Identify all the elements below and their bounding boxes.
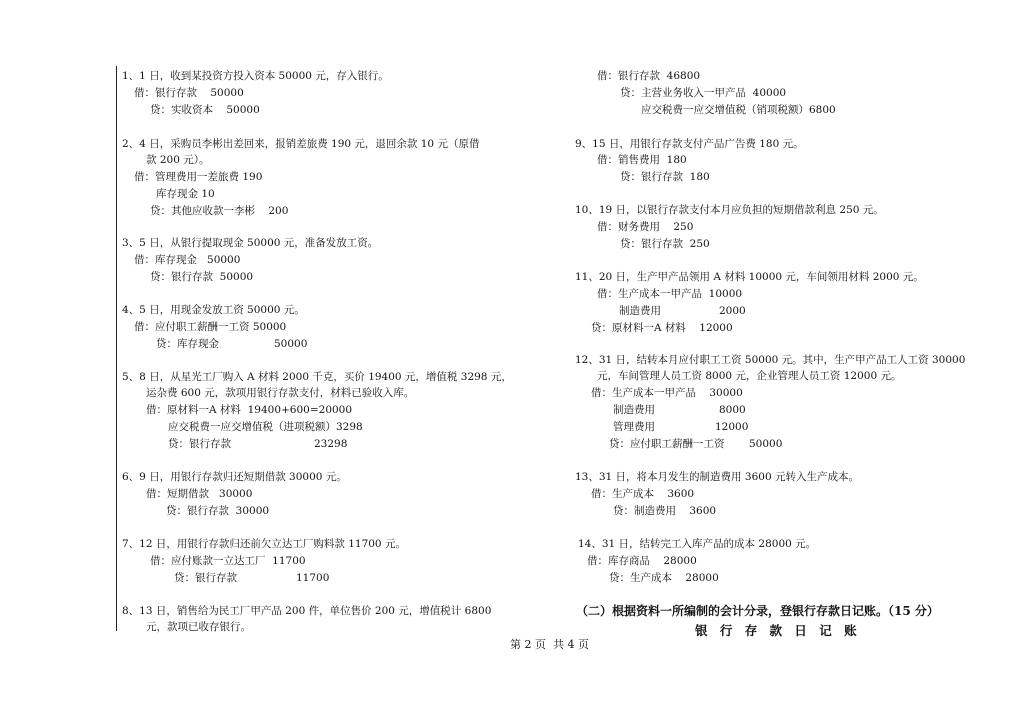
section-title: （二）根据资料一所编制的会计分录，登银行存款日记账。（15 分） [576,604,939,618]
entry-2-text-cont: 款 200 元）。 [146,154,210,166]
page-number: 第 2 页 共 4 页 [510,638,589,651]
entry-14-text: 14、31 日，结转完工入库产品的成本 28000 元。 [578,538,817,550]
entry-6-debit: 借：短期借款 30000 [146,488,253,500]
entry-10-credit: 贷：银行存款 250 [620,238,710,250]
entry-11-debit-2-amount: 2000 [719,305,746,317]
entry-12-text-cont: 元，车间管理人员工资 8000 元，企业管理人员工资 12000 元。 [597,370,902,382]
entry-5-text: 5、8 日，从星光工厂购入 A 材料 2000 千克，买价 19400 元，增值税 3298 元， [122,371,512,383]
entry-7-text: 7、12 日，用银行存款归还前欠立达工厂购料款 11700 元。 [122,538,406,550]
entry-4-credit: 贷：库存现金 [156,338,219,350]
entry-10-debit: 借：财务费用 250 [597,221,694,233]
entry-4-text: 4、5 日，用现金发放工资 50000 元。 [122,304,305,316]
entry-3-text: 3、5 日，从银行提取现金 50000 元，准备发放工资。 [122,237,379,249]
entry-11-debit-2: 制造费用 [619,305,661,317]
entry-2-text: 2、4 日，采购员李彬出差回来，报销差旅费 190 元，退回余款 10 元（原借 [122,138,480,150]
entry-6-text: 6、9 日，用银行存款归还短期借款 30000 元。 [122,471,347,483]
entry-8-text: 8、13 日，销售给为民工厂甲产品 200 件，单位售价 200 元，增值税计 6800 [122,605,492,617]
entry-8-debit: 借：银行存款 46800 [597,70,701,82]
entry-13-credit: 贷：制造费用 3600 [613,505,717,517]
entry-12-debit: 借：生产成本一甲产品 30000 [591,387,743,399]
entry-11-debit: 借：生产成本一甲产品 10000 [597,288,743,300]
entry-7-credit: 贷：银行存款 [174,572,237,584]
entry-10-text: 10、19 日，以银行存款支付本月应负担的短期借款利息 250 元。 [575,204,884,216]
entry-11-credit: 贷：原材料一A 材料 12000 [591,322,733,334]
entry-5-debit: 借：原材料一A 材料 19400+600=20000 [146,404,353,416]
entry-14-credit: 贷：生产成本 28000 [609,572,719,584]
entry-12-debit-3-amount: 12000 [715,421,749,433]
entry-12-credit: 贷：应付职工薪酬一工资 [609,438,725,450]
entry-12-debit-2: 制造费用 [613,404,655,416]
entry-9-debit: 借：销售费用 180 [597,154,687,166]
entry-14-debit: 借：库存商品 28000 [587,555,697,567]
entry-7-credit-amount: 11700 [296,572,330,584]
entry-11-text: 11、20 日，生产甲产品领用 A 材料 10000 元，车间领用材料 2000 元。 [575,271,924,283]
entry-9-text: 9、15 日，用银行存款支付产品广告费 180 元。 [575,138,804,150]
entry-5-credit: 贷：银行存款 [168,438,231,450]
entry-5-debit-2: 应交税费一应交增值税（进项税额）3298 [168,421,363,433]
entry-9-credit: 贷：银行存款 180 [620,171,710,183]
entry-13-text: 13、31 日，将本月发生的制造费用 3600 元转入生产成本。 [575,471,859,483]
margin-rule [116,66,117,631]
entry-8-credit: 贷：主营业务收入一甲产品 40000 [620,87,787,99]
entry-2-debit: 借：管理费用一差旅费 190 [134,171,263,183]
entry-12-debit-3: 管理费用 [613,421,655,433]
entry-5-credit-amount: 23298 [314,438,348,450]
entry-2-debit-2: 库存现金 10 [156,188,215,200]
entry-8-text-cont: 元，款项已收存银行。 [146,621,251,633]
entry-4-credit-amount: 50000 [274,338,308,350]
entry-7-debit: 借：应付账款一立达工厂 11700 [150,555,306,567]
entry-6-credit: 贷：银行存款 30000 [166,505,270,517]
entry-1-text: 1、1 日，收到某投资方投入资本 50000 元，存入银行。 [122,70,389,82]
entry-2-credit: 贷：其他应收款一李彬 200 [150,205,289,217]
entry-5-text-cont: 运杂费 600 元，款项用银行存款支付，材料已验收入库。 [146,387,415,399]
entry-8-credit-2: 应交税费一应交增值税（销项税额）6800 [641,104,836,116]
ledger-title: 银 行 存 款 日 记 账 [695,623,861,638]
entry-13-debit: 借：生产成本 3600 [591,488,695,500]
entry-4-debit: 借：应付职工薪酬一工资 50000 [134,321,287,333]
entry-3-credit: 贷：银行存款 50000 [150,271,254,283]
entry-3-debit: 借：库存现金 50000 [134,254,241,266]
entry-1-credit: 贷：实收资本 50000 [150,104,260,116]
entry-12-debit-2-amount: 8000 [719,404,746,416]
entry-12-text: 12、31 日，结转本月应付职工工资 50000 元。其中，生产甲产品工人工资 30000 [575,354,966,366]
entry-1-debit: 借：银行存款 50000 [134,87,244,99]
entry-12-credit-amount: 50000 [749,438,783,450]
